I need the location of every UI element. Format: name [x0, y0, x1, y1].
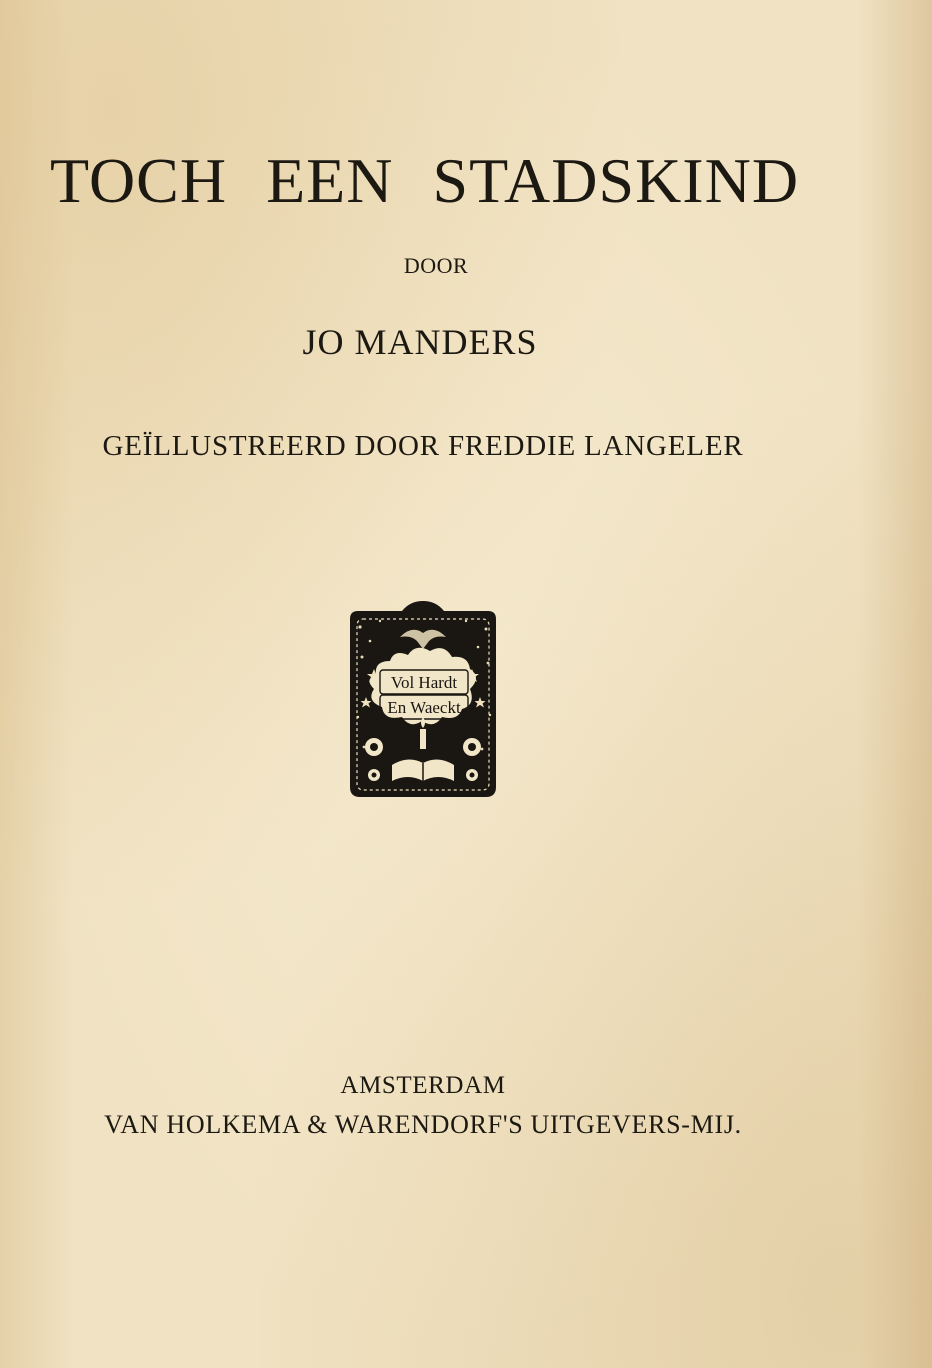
- emblem-motto-line1: Vol Hardt: [390, 673, 458, 692]
- book-title: TOCH EEN STADSKIND: [50, 145, 800, 216]
- emblem-motto-line2: En Waeckt: [387, 698, 461, 717]
- author-name: JO MANDERS: [302, 322, 538, 362]
- publication-city: AMSTERDAM: [340, 1072, 506, 1099]
- publisher-name: VAN HOLKEMA & WARENDORF'S UITGEVERS-MIJ.: [104, 1110, 742, 1139]
- by-label: DOOR: [403, 253, 469, 278]
- illustrator-credit: GEÏLLUSTREERD DOOR FREDDIE LANGELER: [102, 430, 744, 462]
- publisher-emblem-icon: [340, 597, 506, 803]
